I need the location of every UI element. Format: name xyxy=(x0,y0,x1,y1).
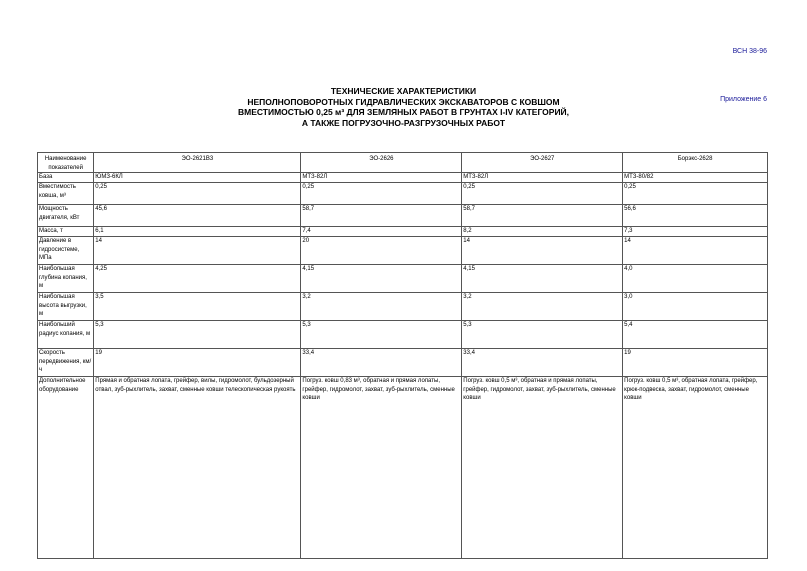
specs-table xyxy=(37,152,768,559)
table-cell: 56,6 xyxy=(623,205,768,227)
table-cell: 20 xyxy=(301,237,462,265)
row-label: Давление в гидросистеме, МПа xyxy=(38,237,94,265)
table-cell: 6,1 xyxy=(94,227,301,237)
table-cell: МТЗ-80/82 xyxy=(623,173,768,183)
table-cell: 7,3 xyxy=(623,227,768,237)
row-label: База xyxy=(38,173,94,183)
table-cell: 33,4 xyxy=(462,349,623,377)
table-cell: 3,0 xyxy=(623,293,768,321)
title-line: ВМЕСТИМОСТЬЮ 0,25 м³ ДЛЯ ЗЕМЛЯНЫХ РАБОТ В ГРУНТАХ I-IV КАТЕГОРИЙ, xyxy=(237,107,570,117)
table-cell: 3,2 xyxy=(462,293,623,321)
title-line: НЕПОЛНОПОВОРОТНЫХ ГИДРАВЛИЧЕСКИХ ЭКСКАВАТОРОВ С КОВШОМ xyxy=(247,96,560,107)
appendix-label: Приложение 6 xyxy=(720,96,767,103)
table-cell: 0,25 xyxy=(462,183,623,205)
table-row xyxy=(38,293,768,321)
table-cell: 14 xyxy=(94,237,301,265)
table-cell: Прямая и обратная лопата, грейфер, вилы, гидромолот, бульдозерный отвал, зуб-рыхлитель, захват, сменные ковши телескопическая рукоять xyxy=(94,377,301,559)
document-code: ВСН 38-96 xyxy=(732,48,767,55)
table-cell: 0,25 xyxy=(94,183,301,205)
table-cell: 7,4 xyxy=(301,227,462,237)
column-header: Борэкс-2628 xyxy=(623,153,768,173)
row-label: Вместимость ковша, м³ xyxy=(38,183,94,205)
table-cell: 5,4 xyxy=(623,321,768,349)
row-label: Наибольшая высота выгрузки, м xyxy=(38,293,94,321)
table-cell: МТЗ-82Л xyxy=(462,173,623,183)
table-row xyxy=(38,349,768,377)
table-cell: 0,25 xyxy=(623,183,768,205)
row-label: Скорость передвижения, км/ч xyxy=(38,349,94,377)
row-label: Наибольший радиус копания, м xyxy=(38,321,94,349)
table-cell: 45,6 xyxy=(94,205,301,227)
table-row xyxy=(38,237,768,265)
table-cell: 5,3 xyxy=(301,321,462,349)
table-cell: 3,2 xyxy=(301,293,462,321)
table-row xyxy=(38,205,768,227)
column-header: ЭО-2626 xyxy=(301,153,462,173)
table-cell: Погруз. ковш 0,83 м³, обратная и прямая лопаты, грейфер, гидромолот, захват, зуб-рыхлитель, сменные ковши xyxy=(301,377,462,559)
table-cell: 5,3 xyxy=(94,321,301,349)
table-row xyxy=(38,183,768,205)
row-label: Масса, т xyxy=(38,227,94,237)
title-line: А ТАКЖЕ ПОГРУЗОЧНО-РАЗГРУЗОЧНЫХ РАБОТ xyxy=(301,117,506,128)
table-cell: 0,25 xyxy=(301,183,462,205)
table-cell: 19 xyxy=(623,349,768,377)
column-header: ЭО-2627 xyxy=(462,153,623,173)
column-header: ЭО-2621В3 xyxy=(94,153,301,173)
table-cell: 4,15 xyxy=(462,265,623,293)
title-line: ТЕХНИЧЕСКИЕ ХАРАКТЕРИСТИКИ xyxy=(330,86,477,96)
table-row xyxy=(38,227,768,237)
table-cell: 5,3 xyxy=(462,321,623,349)
table-cell: Погруз. ковш 0,5 м³, обратная лопата, грейфер, крюк-подвеска, захват, гидромолот, сменные ковши xyxy=(623,377,768,559)
table-cell: 4,0 xyxy=(623,265,768,293)
table-header-row xyxy=(38,153,768,173)
table-cell: 58,7 xyxy=(462,205,623,227)
table-row xyxy=(38,265,768,293)
row-label: Мощность двигателя, кВт xyxy=(38,205,94,227)
table-cell: 33,4 xyxy=(301,349,462,377)
table-cell: 14 xyxy=(462,237,623,265)
table-cell: 3,5 xyxy=(94,293,301,321)
table-cell: 14 xyxy=(623,237,768,265)
table-cell: 19 xyxy=(94,349,301,377)
row-label: Дополнительное оборудование xyxy=(38,377,94,559)
table-cell: 58,7 xyxy=(301,205,462,227)
table-cell: 4,25 xyxy=(94,265,301,293)
row-label: Наибольшая глубина копания, м xyxy=(38,265,94,293)
table-cell: Погруз. ковш 0,5 м³, обратная и прямая лопаты, грейфер, гидромолот, захват, зуб-рыхлитель, сменные ковши xyxy=(462,377,623,559)
table-cell: 8,2 xyxy=(462,227,623,237)
table-cell: МТЗ-82Л xyxy=(301,173,462,183)
table-cell: 4,15 xyxy=(301,265,462,293)
table-row xyxy=(38,321,768,349)
table-row xyxy=(38,173,768,183)
table-row xyxy=(38,377,768,559)
column-header: Наименование показателей xyxy=(38,153,94,173)
document-title xyxy=(0,86,807,128)
table-cell: ЮМЗ-6КЛ xyxy=(94,173,301,183)
